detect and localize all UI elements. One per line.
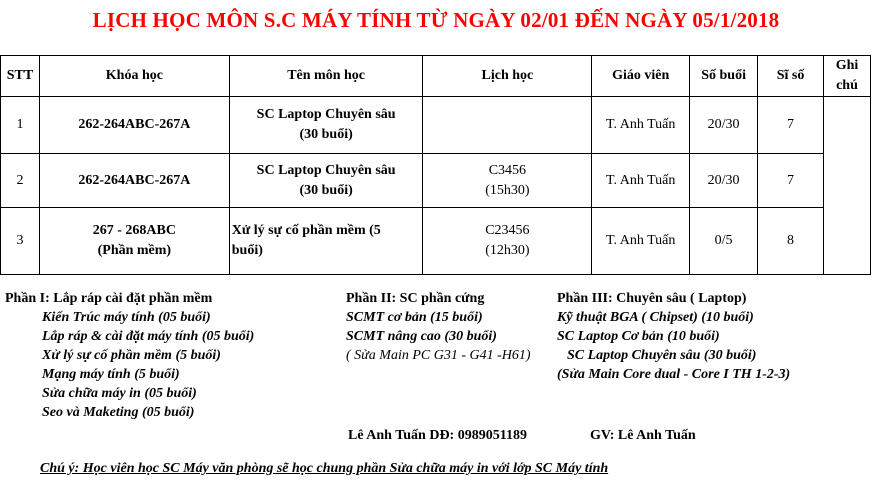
table-header-row	[1, 56, 871, 97]
contact-line: Lê Anh Tuấn DĐ: 0989051189	[348, 428, 527, 443]
cell-giao-vien: T. Anh Tuấn	[592, 97, 690, 154]
part-1-item: Sửa chữa máy in (05 buổi)	[42, 386, 197, 401]
col-header-ghi-chu: Ghi chú	[823, 56, 870, 97]
teacher-line: GV: Lê Anh Tuấn	[590, 428, 696, 443]
cell-ten-mon	[229, 208, 423, 275]
part-2-item: SCMT nâng cao (30 buổi)	[346, 329, 497, 344]
table-row	[1, 154, 871, 208]
cell-line: (15h30)	[485, 182, 530, 198]
table-row	[1, 97, 871, 154]
cell-line: 262-264ABC-267A	[78, 117, 191, 132]
cell-ten-mon	[229, 97, 423, 154]
cell-so-buoi: 0/5	[690, 208, 758, 275]
cell-so-buoi: 20/30	[690, 154, 758, 208]
part-3-heading: Phần III: Chuyên sâu ( Laptop)	[557, 291, 747, 306]
cell-ten-mon	[229, 154, 423, 208]
col-header-lich-hoc: Lịch học	[423, 56, 592, 97]
cell-giao-vien: T. Anh Tuấn	[592, 208, 690, 275]
cell-line: (Phần mềm)	[97, 243, 172, 258]
part-2-heading: Phần II: SC phần cứng	[346, 291, 485, 306]
part-1-item: Kiến Trúc máy tính (05 buổi)	[42, 310, 211, 325]
cell-so-buoi: 20/30	[690, 97, 758, 154]
col-header-giao-vien: Giáo viên	[592, 56, 690, 97]
part-2-block	[346, 289, 531, 365]
part-3-item: Kỹ thuật BGA ( Chipset) (10 buổi)	[557, 310, 754, 325]
part-3-item: SC Laptop Chuyên sâu (30 buổi)	[567, 348, 757, 363]
col-header-so-buoi: Số buổi	[690, 56, 758, 97]
cell-khoa-hoc	[39, 208, 229, 275]
cell-stt: 3	[1, 208, 40, 275]
part-1-block	[5, 289, 254, 422]
cell-line: (30 buổi)	[299, 182, 353, 198]
cell-lich-hoc	[423, 97, 592, 154]
part-3-block	[557, 289, 790, 384]
cell-khoa-hoc	[39, 97, 229, 154]
part-2-item: ( Sửa Main PC G31 - G41 -H61)	[346, 348, 531, 363]
part-1-item: Lắp ráp & cài đặt máy tính (05 buổi)	[42, 329, 255, 344]
cell-line: SC Laptop Chuyên sâu	[256, 107, 396, 122]
col-header-ten-mon: Tên môn học	[229, 56, 423, 97]
part-3-item: SC Laptop Cơ bản (10 buổi)	[557, 329, 720, 344]
cell-line: SC Laptop Chuyên sâu	[256, 162, 396, 178]
cell-lich-hoc	[423, 154, 592, 208]
cell-stt: 2	[1, 154, 40, 208]
cell-line: C23456	[485, 223, 530, 238]
cell-line: (12h30)	[485, 243, 530, 258]
col-header-stt: STT	[1, 56, 40, 97]
part-1-item: Xử lý sự cố phần mềm (5 buổi)	[42, 348, 221, 363]
part-1-heading: Phần I: Lắp ráp cài đặt phần mềm	[5, 291, 213, 306]
part-1-item: Mạng máy tính (5 buổi)	[42, 367, 180, 382]
cell-ghi-chu	[823, 97, 870, 275]
cell-line: 267 - 268ABC	[92, 223, 176, 238]
part-2-item: SCMT cơ bản (15 buổi)	[346, 310, 483, 325]
cell-line: 262-264ABC-267A	[78, 172, 191, 188]
col-header-khoa-hoc: Khóa học	[39, 56, 229, 97]
schedule-table	[0, 55, 871, 275]
cell-line: buổi)	[231, 243, 263, 258]
cell-khoa-hoc	[39, 154, 229, 208]
cell-si-so: 7	[758, 97, 824, 154]
cell-line: C3456	[488, 162, 527, 178]
cell-lich-hoc	[423, 208, 592, 275]
cell-giao-vien: T. Anh Tuấn	[592, 154, 690, 208]
footnote: Chú ý: Học viên học SC Máy văn phòng sẽ học chung phần Sửa chữa máy in với lớp SC Máy tính	[40, 461, 609, 476]
cell-si-so: 8	[758, 208, 824, 275]
page-title: LỊCH HỌC MÔN S.C MÁY TÍNH TỪ NGÀY 02/01 ĐẾN NGÀY 05/1/2018	[92, 8, 780, 32]
table-row	[1, 208, 871, 275]
cell-line: (30 buổi)	[299, 127, 353, 142]
cell-line: Xử lý sự cố phần mềm (5	[231, 223, 381, 238]
cell-stt: 1	[1, 97, 40, 154]
part-1-item: Seo và Maketing (05 buổi)	[42, 405, 195, 420]
part-3-item: (Sửa Main Core dual - Core I TH 1-2-3)	[557, 367, 791, 382]
cell-si-so: 7	[758, 154, 824, 208]
col-header-si-so: Sĩ số	[758, 56, 824, 97]
